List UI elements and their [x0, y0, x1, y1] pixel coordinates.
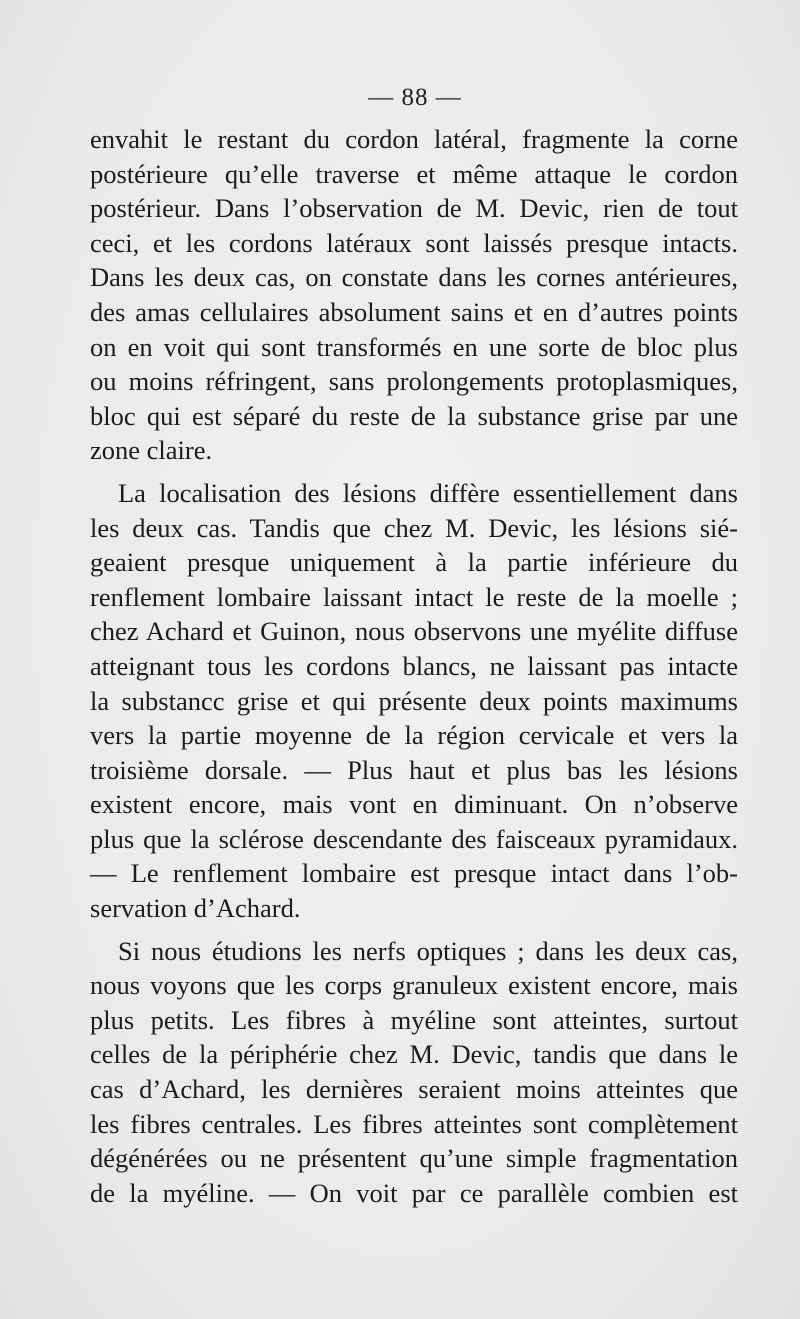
- text-line: La localisation des lésions diffère essentiellement dans: [118, 477, 738, 508]
- text-line: chez Achard et Guinon, nous observons une myélite diffuse: [90, 616, 738, 647]
- text-line: envahit le restant du cordon latéral, fragmente la corne: [90, 124, 738, 154]
- text-line: des amas cellulaires absolument sains et en d’autres points: [90, 296, 738, 327]
- text-line: les fibres centrales. Les fibres atteintes sont complètement: [90, 1108, 738, 1139]
- text-line: renflement lombaire laissant intact le reste de la moelle ;: [90, 581, 738, 612]
- text-line: de la myéline. — On voit par ce parallèle combien est: [90, 1177, 738, 1208]
- text-line: dégénérées ou ne présentent qu’une simple fragmentation: [90, 1143, 738, 1174]
- page-number: — 88 —: [368, 84, 462, 111]
- text-line: ou moins réfringent, sans prolongements protoplasmiques,: [90, 366, 738, 397]
- paragraph-3: [90, 934, 738, 1211]
- text-line: plus que la sclérose descendante des faisceaux pyramidaux.: [90, 823, 738, 854]
- text-line: nous voyons que les corps granuleux existent encore, mais: [90, 970, 738, 1001]
- text-line: — Le renflement lombaire est presque intact dans l’ob-: [90, 858, 738, 889]
- text-line: geaient presque uniquement à la partie inférieure du: [90, 547, 738, 578]
- text-line: la substancc grise et qui présente deux points maximums: [90, 685, 738, 716]
- text-line: cas d’Achard, les dernières seraient moins atteintes que: [90, 1074, 738, 1105]
- text-line: servation d’Achard.: [90, 893, 301, 924]
- text-line: les deux cas. Tandis que chez M. Devic, les lésions sié-: [90, 512, 738, 543]
- paragraph-2: [90, 476, 738, 926]
- body-text: [90, 122, 738, 1210]
- text-line: Si nous étudions les nerfs optiques ; dans les deux cas,: [118, 935, 738, 966]
- text-line: postérieure qu’elle traverse et même attaque le cordon: [90, 158, 738, 189]
- text-line: postérieur. Dans l’observation de M. Devic, rien de tout: [90, 193, 738, 224]
- text-line: on en voit qui sont transformés en une sorte de bloc plus: [90, 331, 738, 362]
- text-line: troisième dorsale. — Plus haut et plus bas les lésions: [90, 754, 738, 785]
- text-line: ceci, et les cordons latéraux sont laissés presque intacts.: [90, 227, 738, 258]
- text-line: plus petits. Les fibres à myéline sont atteintes, surtout: [90, 1004, 738, 1035]
- text-line: celles de la périphérie chez M. Devic, tandis que dans le: [90, 1039, 738, 1070]
- text-line: atteignant tous les cordons blancs, ne laissant pas intacte: [90, 650, 738, 681]
- text-line: vers la partie moyenne de la région cervicale et vers la: [90, 720, 738, 751]
- text-line: Dans les deux cas, on constate dans les cornes antérieures,: [90, 262, 738, 293]
- paragraph-1: [90, 122, 738, 468]
- text-line: existent encore, mais vont en diminuant. On n’observe: [90, 789, 738, 820]
- text-line: bloc qui est séparé du reste de la substance grise par une: [90, 400, 738, 431]
- text-line: zone claire.: [90, 435, 213, 466]
